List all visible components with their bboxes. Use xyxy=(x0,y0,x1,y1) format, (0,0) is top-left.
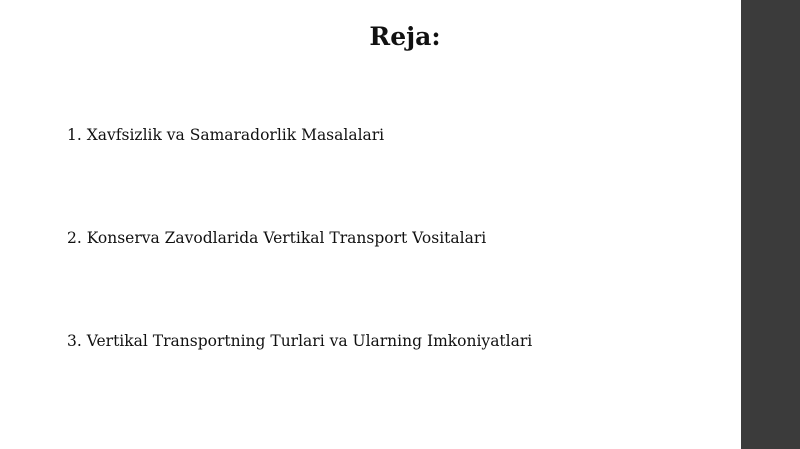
side-panel xyxy=(741,0,800,449)
plan-item-2: 2. Konserva Zavodlarida Vertikal Transport Vositalari xyxy=(67,229,487,247)
plan-item-1: 1. Xavfsizlik va Samaradorlik Masalalari xyxy=(67,126,385,144)
plan-item-3: 3. Vertikal Transportning Turlari va Ularning Imkoniyatlari xyxy=(67,332,533,350)
slide-title: Reja: xyxy=(369,22,441,51)
